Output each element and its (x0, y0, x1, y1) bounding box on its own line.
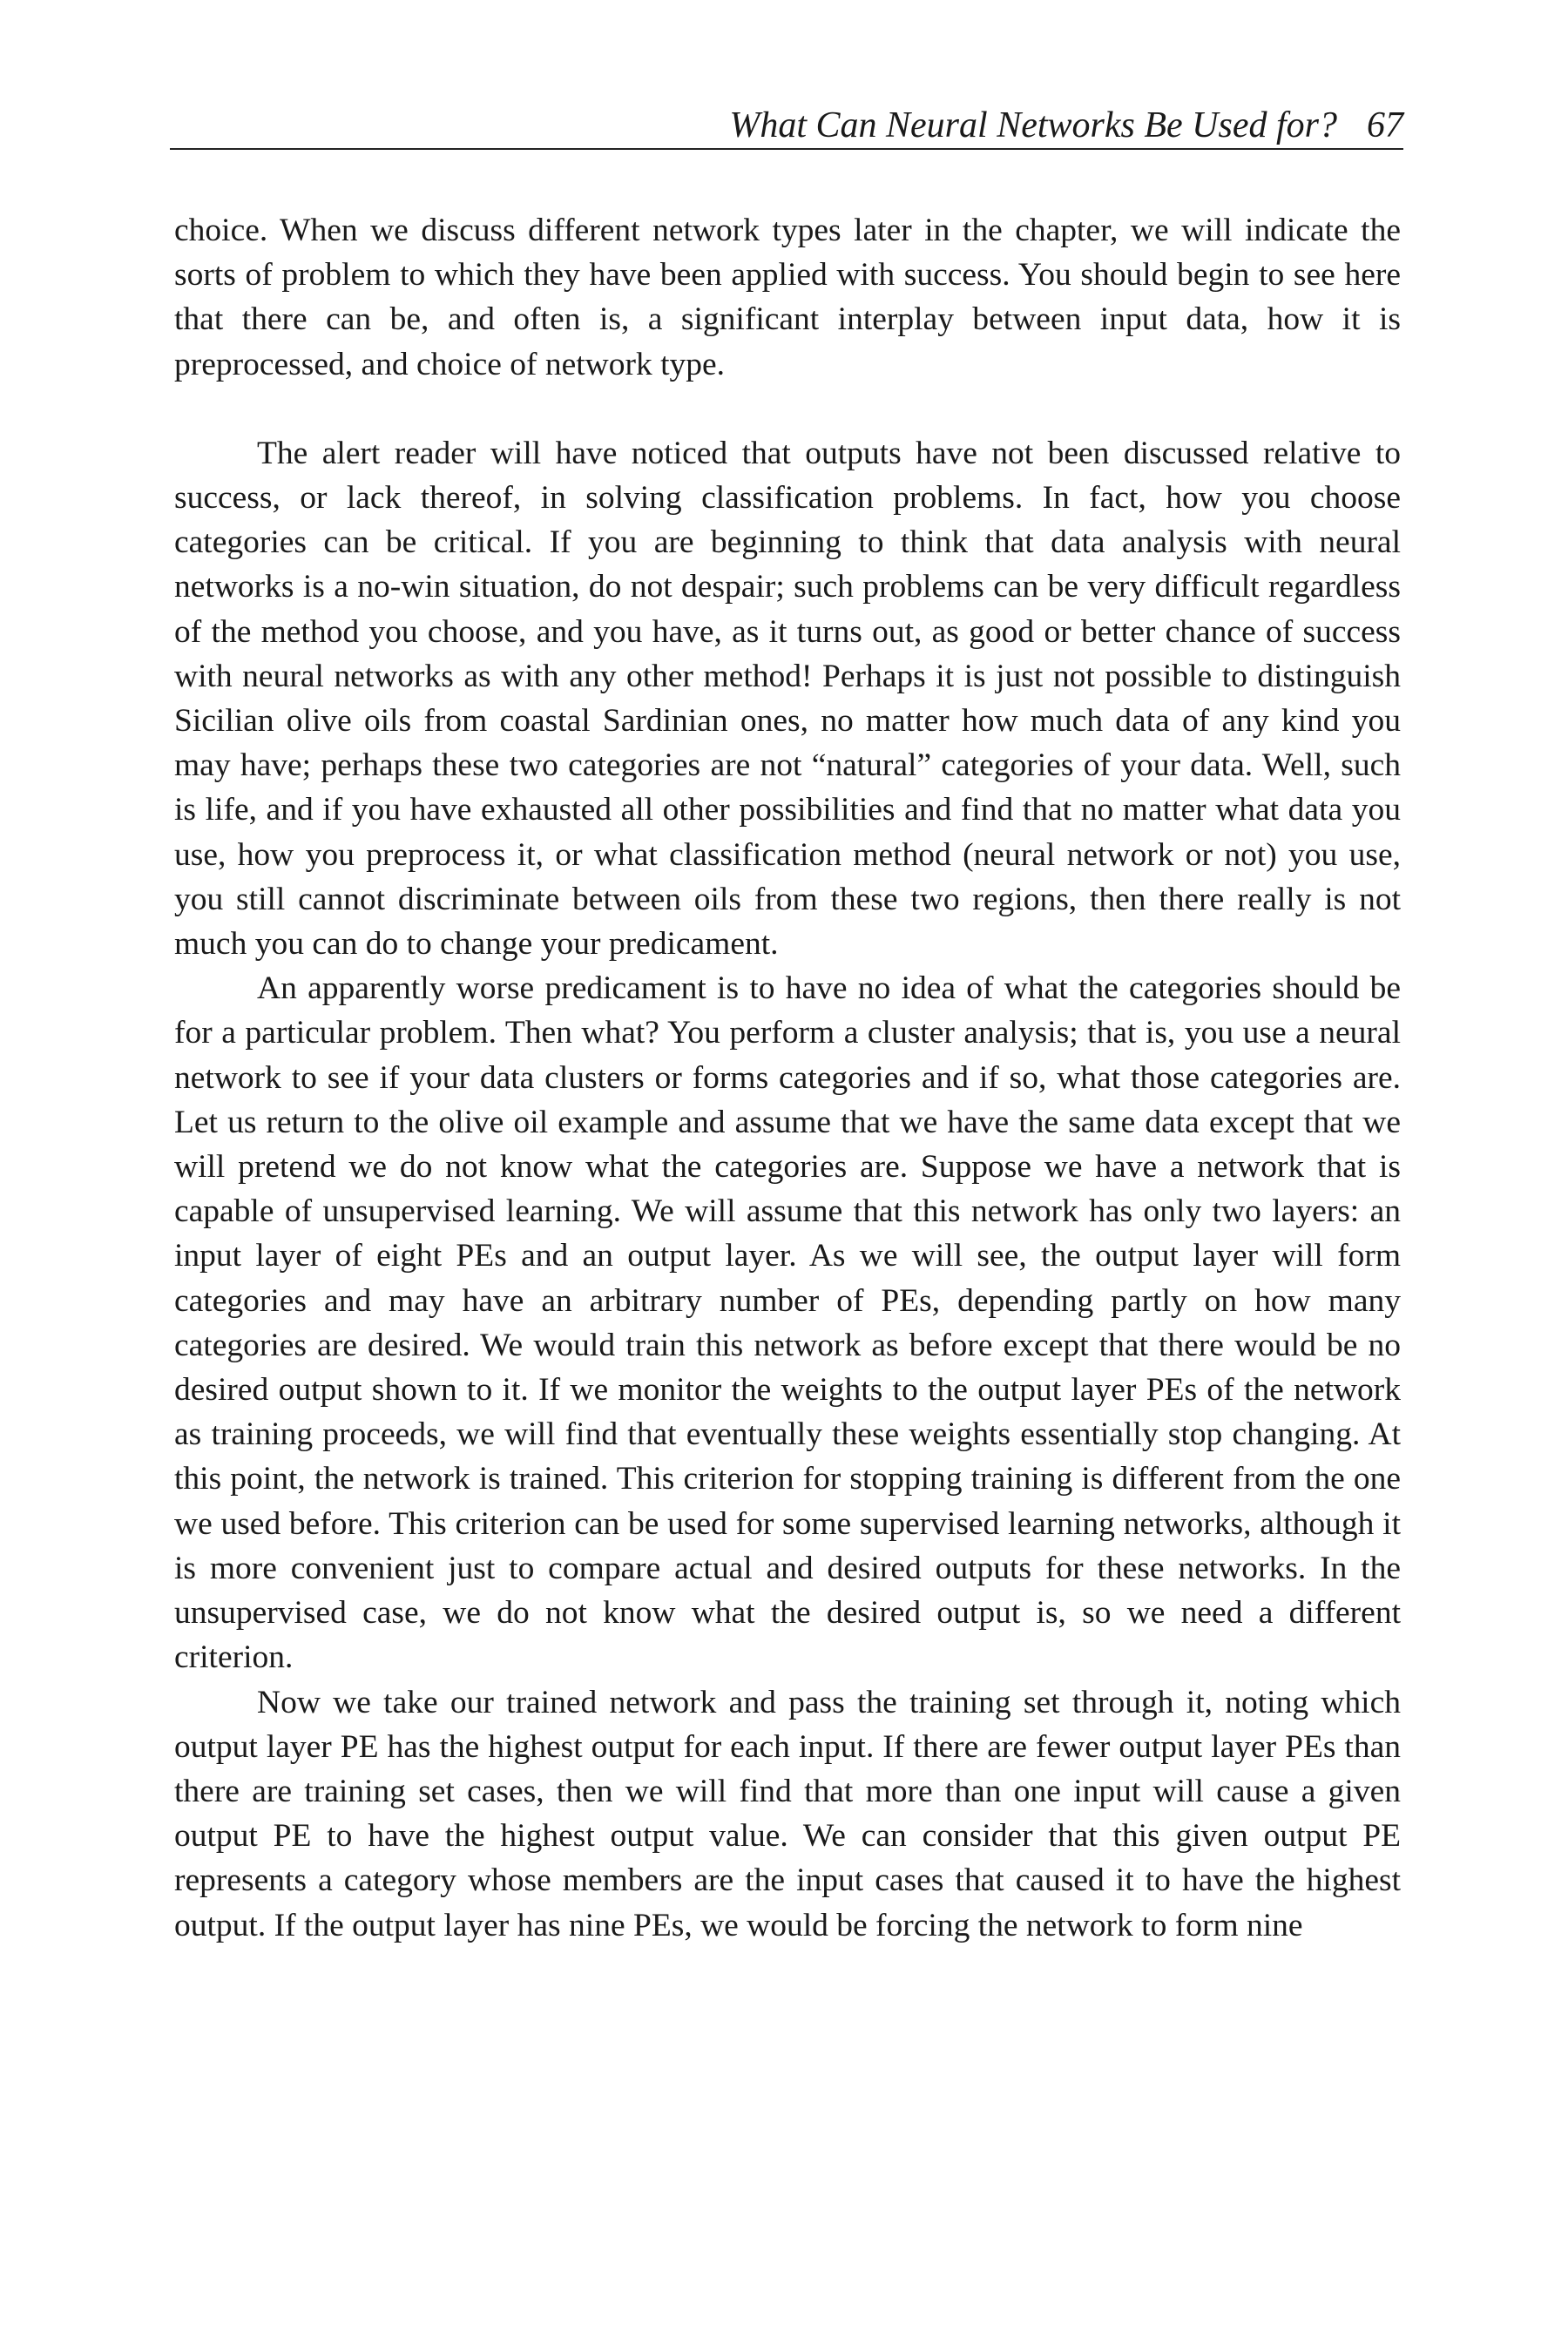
page-number: 67 (1367, 105, 1403, 145)
paragraph-outputs-classification: The alert reader will have noticed that outputs have not been discussed relative to success, or lack thereof, in solving classification problems. In fact, how you choose categories can be critical. If you are beginning to think that data analysis with neural networks is a no-win situation, do not despair; such problems can be very difficult regardless of the method you choose, and you have, as it turns out, as good or better chance of success with neural networks as with any other method! Perhaps it is just not possible to distinguish Sicilian olive oils from coastal Sardinian ones, no matter how much data of any kind you may have; perhaps these two categories are not “natural” categories of your data. Well, such is life, and if you have exhausted all other possibilities and find that no matter what data you use, how you preprocess it, or what classification method (neural network or not) you use, you still cannot discriminate between oils from these two regions, then there really is not much you can do to change your predicament. (174, 435, 1401, 963)
paragraph-cluster-analysis: An apparently worse predicament is to have no idea of what the categories should be for a particular problem. Then what? You perform a cluster analysis; that is, you use a neural network to see if your data clusters or forms categories and if so, what those categories are. Let us return to the olive oil example and assume that we have the same data except that we will pretend we do not know what the categories are. Suppose we have a network that is capable of unsupervised learning. We will assume that this network has only two layers: an input layer of eight PEs and an output layer. As we will see, the output layer will form categories and may have an arbitrary number of PEs, depending partly on how many categories are desired. We would train this network as before except that there would be no desired output shown to it. If we monitor the weights to the output layer PEs of the network as training proceeds, we will find that eventually these weights essentially stop changing. At this point, the network is trained. This criterion for stopping training is different from the one we used before. This criterion can be used for some supervised learning networks, although it is more convenient just to compare actual and desired outputs for these networks. In the unsupervised case, we do not know what the desired output is, so we need a different criterion. (174, 970, 1401, 1676)
running-title: What Can Neural Networks Be Used for? (729, 105, 1337, 145)
paragraph-continuation: choice. When we discuss different network types later in the chapter, we will indicate the sorts of problem to which they have been applied with success. You should begin to see here that there can be, and often is, a significant interplay between input data, how it is preprocessed, and choice of network type. (174, 213, 1401, 382)
body-text (174, 208, 1401, 1948)
paragraph-trained-network: Now we take our trained network and pass the training set through it, noting which output layer PE has the highest output for each input. If there are fewer output layer PEs than there are training set cases, then we will find that more than one input will cause a given output PE to have the highest output value. We can consider that this given output PE represents a category whose members are the input cases that caused it to have the highest output. If the output layer has nine PEs, we would be forcing the network to form nine (174, 1684, 1401, 1943)
page-header (170, 103, 1403, 150)
